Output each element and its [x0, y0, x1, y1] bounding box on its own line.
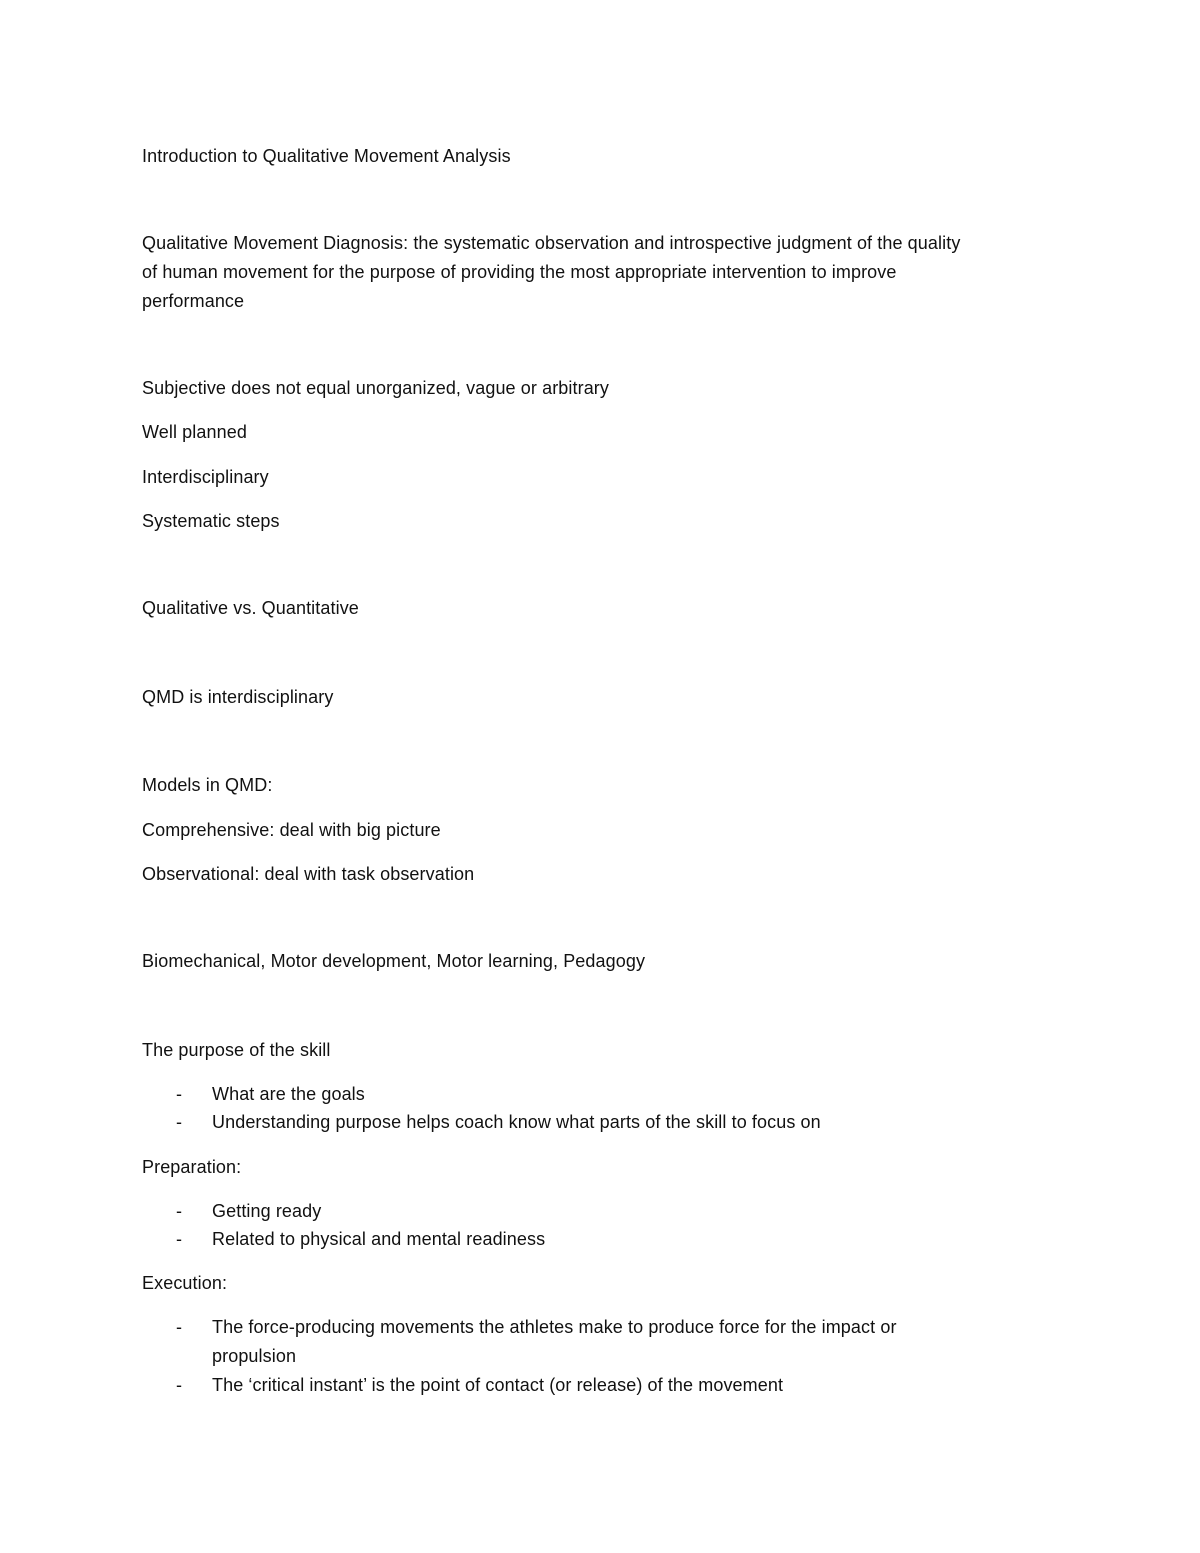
execution-bullet-1-line-1: The force-producing movements the athletes make to produce force for the impact or [212, 1317, 897, 1337]
qmd-interdisciplinary-text: QMD is interdisciplinary [142, 687, 334, 707]
definition-line-1: Qualitative Movement Diagnosis: the systematic observation and introspective judgment of the quality [142, 233, 961, 253]
execution-heading: Execution: [142, 1273, 228, 1293]
bullet-marker: - [176, 1084, 182, 1104]
well-planned-text: Well planned [142, 422, 247, 442]
models-heading: Models in QMD: [142, 775, 273, 795]
interdisciplinary-text: Interdisciplinary [142, 467, 269, 487]
comprehensive-model-text: Comprehensive: deal with big picture [142, 820, 441, 840]
systematic-steps-text: Systematic steps [142, 511, 280, 531]
bullet-marker: - [176, 1375, 182, 1395]
preparation-bullet-1: Getting ready [212, 1201, 322, 1221]
purpose-bullet-1: What are the goals [212, 1084, 365, 1104]
subjective-statement: Subjective does not equal unorganized, vague or arbitrary [142, 378, 609, 398]
bullet-marker: - [176, 1229, 182, 1249]
document-title: Introduction to Qualitative Movement Analysis [142, 146, 511, 166]
disciplines-text: Biomechanical, Motor development, Motor learning, Pedagogy [142, 951, 646, 971]
definition-line-3: performance [142, 291, 245, 311]
bullet-marker: - [176, 1201, 182, 1221]
observational-model-text: Observational: deal with task observation [142, 864, 475, 884]
preparation-heading: Preparation: [142, 1157, 242, 1177]
preparation-bullet-2: Related to physical and mental readiness [212, 1229, 546, 1249]
bullet-marker: - [176, 1112, 182, 1132]
purpose-bullet-2: Understanding purpose helps coach know what parts of the skill to focus on [212, 1112, 821, 1132]
bullet-marker: - [176, 1317, 182, 1337]
execution-bullet-2: The ‘critical instant’ is the point of contact (or release) of the movement [212, 1375, 784, 1395]
qual-vs-quant-heading: Qualitative vs. Quantitative [142, 598, 359, 618]
definition-line-2: of human movement for the purpose of providing the most appropriate intervention to improve [142, 262, 897, 282]
execution-bullet-1-line-2: propulsion [212, 1346, 297, 1366]
purpose-heading: The purpose of the skill [142, 1040, 331, 1060]
